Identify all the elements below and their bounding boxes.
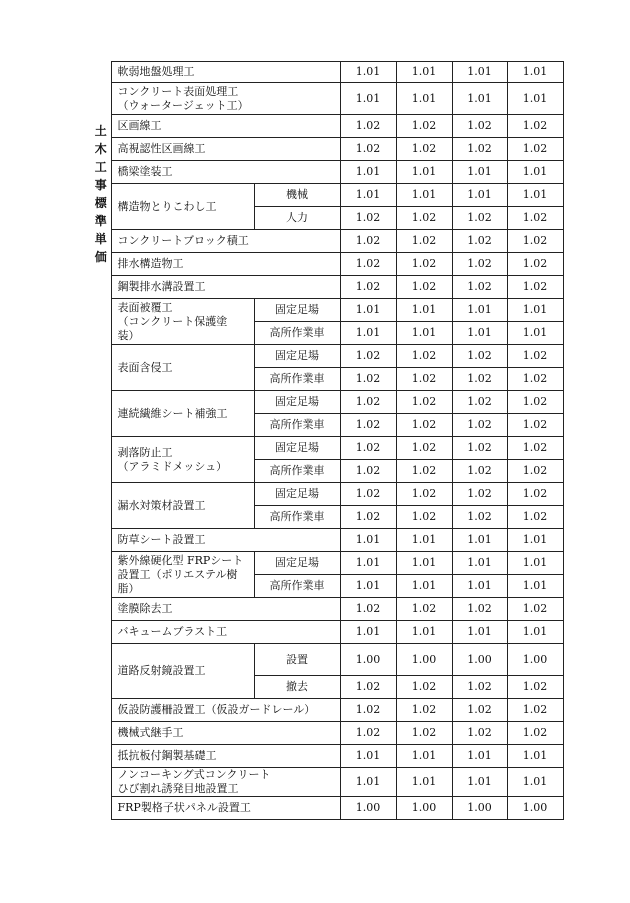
work-item-name	[111, 483, 254, 529]
work-item-name	[111, 391, 254, 437]
rate-value: 1.01	[340, 745, 396, 768]
sub-condition: 固定足場	[254, 552, 340, 575]
rate-value: 1.02	[340, 414, 396, 437]
rate-value: 1.02	[452, 676, 507, 699]
work-item-name	[111, 699, 340, 722]
rate-value: 1.02	[507, 276, 563, 299]
rate-value: 1.02	[340, 345, 396, 368]
rate-value: 1.01	[507, 552, 563, 575]
rate-table-body	[91, 62, 563, 820]
rate-value: 1.02	[507, 207, 563, 230]
table-row	[91, 276, 563, 299]
rate-value: 1.02	[396, 345, 452, 368]
rate-value: 1.02	[340, 483, 396, 506]
sub-condition: 固定足場	[254, 483, 340, 506]
sub-condition: 固定足場	[254, 437, 340, 460]
rate-value: 1.02	[396, 138, 452, 161]
rate-value: 1.02	[452, 276, 507, 299]
work-item-name-line: バキュームブラスト工	[117, 625, 228, 638]
rate-value: 1.01	[340, 161, 396, 184]
rate-value: 1.02	[396, 414, 452, 437]
rate-value: 1.01	[452, 83, 507, 115]
rate-value: 1.02	[507, 598, 563, 621]
sub-condition: 固定足場	[254, 345, 340, 368]
table-row	[91, 391, 563, 414]
table-row	[91, 83, 563, 115]
rate-value: 1.01	[507, 299, 563, 322]
rate-value: 1.01	[340, 322, 396, 345]
rate-value: 1.01	[452, 529, 507, 552]
sub-condition: 高所作業車	[254, 506, 340, 529]
work-item-name	[111, 745, 340, 768]
rate-value: 1.02	[396, 115, 452, 138]
work-item-name-line: 仮設防護柵設置工（仮設ガードレール）	[117, 703, 316, 716]
rate-value: 1.02	[452, 722, 507, 745]
rate-table	[91, 61, 564, 820]
rate-value: 1.02	[340, 230, 396, 253]
work-item-name-line: ノンコーキング式コンクリート	[117, 768, 271, 781]
rate-value: 1.02	[507, 253, 563, 276]
rate-value: 1.00	[452, 797, 507, 820]
rate-value: 1.02	[452, 345, 507, 368]
rate-value: 1.02	[507, 437, 563, 460]
table-row	[91, 552, 563, 575]
rate-value: 1.01	[340, 552, 396, 575]
work-item-name	[111, 797, 340, 820]
rate-value: 1.02	[507, 460, 563, 483]
rate-value: 1.01	[340, 621, 396, 644]
work-item-name-line: 紫外線硬化型 FRPシート	[117, 553, 244, 567]
rate-value: 1.01	[396, 552, 452, 575]
work-item-name-line: 剥落防止工	[117, 445, 173, 459]
rate-value: 1.02	[396, 676, 452, 699]
rate-value: 1.01	[396, 768, 452, 797]
sub-condition: 撤去	[254, 676, 340, 699]
rate-value: 1.01	[340, 184, 396, 207]
work-item-name	[111, 184, 254, 230]
rate-value: 1.02	[340, 598, 396, 621]
rate-value: 1.02	[396, 368, 452, 391]
work-item-name-line: コンクリートブロック積工	[117, 234, 249, 247]
table-row	[91, 230, 563, 253]
rate-value: 1.01	[507, 161, 563, 184]
rate-value: 1.02	[452, 230, 507, 253]
work-item-name	[111, 138, 340, 161]
work-item-name-line: 高視認性区画線工	[117, 142, 206, 155]
rate-value: 1.01	[452, 768, 507, 797]
table-row	[91, 644, 563, 676]
rate-value: 1.00	[396, 644, 452, 676]
rate-value: 1.02	[396, 699, 452, 722]
rate-value: 1.02	[340, 253, 396, 276]
rate-value: 1.02	[507, 722, 563, 745]
rate-value: 1.02	[452, 414, 507, 437]
work-item-name-line: （コンクリート保護塗	[117, 314, 228, 328]
work-item-name	[111, 722, 340, 745]
table-row	[91, 722, 563, 745]
table-row	[91, 138, 563, 161]
table-row	[91, 621, 563, 644]
work-item-name	[111, 253, 340, 276]
sub-condition: 高所作業車	[254, 460, 340, 483]
table-row	[91, 483, 563, 506]
rate-value: 1.02	[396, 391, 452, 414]
rate-value: 1.01	[340, 62, 396, 83]
rate-value: 1.02	[396, 460, 452, 483]
rate-value: 1.01	[452, 552, 507, 575]
rate-value: 1.02	[340, 276, 396, 299]
category-label: 土木工事標準単価	[94, 123, 107, 264]
sub-condition: 機械	[254, 184, 340, 207]
sub-condition: 高所作業車	[254, 368, 340, 391]
table-row	[91, 345, 563, 368]
work-item-name	[111, 62, 340, 83]
rate-value: 1.02	[340, 207, 396, 230]
rate-value: 1.01	[507, 575, 563, 598]
work-item-name-line: 設置工（ポリエステル樹	[117, 567, 238, 581]
rate-value: 1.01	[340, 529, 396, 552]
work-item-name-line: コンクリート表面処理工	[117, 84, 239, 98]
rate-value: 1.02	[507, 138, 563, 161]
rate-value: 1.02	[396, 253, 452, 276]
rate-value: 1.01	[396, 745, 452, 768]
rate-value: 1.02	[396, 506, 452, 529]
table-row	[91, 768, 563, 797]
work-item-name-line: （アラミドメッシュ）	[117, 459, 228, 473]
rate-value: 1.01	[452, 184, 507, 207]
rate-value: 1.01	[396, 83, 452, 115]
work-item-name-line: ひび割れ誘発目地設置工	[117, 782, 239, 795]
rate-value: 1.02	[507, 345, 563, 368]
rate-value: 1.02	[452, 253, 507, 276]
rate-value: 1.02	[452, 368, 507, 391]
rate-value: 1.02	[396, 437, 452, 460]
work-item-name	[111, 161, 340, 184]
work-item-name	[111, 598, 340, 621]
work-item-name-line: 脂）	[117, 581, 140, 595]
work-item-name-line: 装）	[117, 328, 140, 342]
rate-value: 1.02	[340, 506, 396, 529]
rate-value: 1.01	[452, 161, 507, 184]
sub-condition: 高所作業車	[254, 575, 340, 598]
rate-value: 1.02	[340, 391, 396, 414]
rate-value: 1.02	[340, 722, 396, 745]
work-item-name-line: 機械式継手工	[117, 726, 184, 739]
work-item-name	[111, 552, 254, 598]
rate-value: 1.00	[396, 797, 452, 820]
rate-value: 1.02	[452, 115, 507, 138]
rate-value: 1.01	[340, 299, 396, 322]
rate-value: 1.02	[507, 483, 563, 506]
rate-value: 1.02	[507, 230, 563, 253]
rate-value: 1.02	[340, 437, 396, 460]
rate-value: 1.01	[452, 745, 507, 768]
rate-value: 1.02	[396, 207, 452, 230]
rate-value: 1.02	[507, 676, 563, 699]
rate-value: 1.02	[396, 722, 452, 745]
rate-value: 1.02	[452, 437, 507, 460]
work-item-name-line: 構造物とりこわし工	[117, 199, 217, 213]
rate-value: 1.01	[507, 768, 563, 797]
table-row	[91, 184, 563, 207]
rate-value: 1.02	[396, 276, 452, 299]
work-item-name	[111, 644, 254, 699]
rate-value: 1.00	[507, 797, 563, 820]
sub-condition: 設置	[254, 644, 340, 676]
rate-value: 1.02	[507, 506, 563, 529]
work-item-name-line: 塗膜除去工	[117, 602, 173, 615]
rate-value: 1.02	[396, 483, 452, 506]
category-cell	[91, 62, 111, 820]
rate-value: 1.02	[452, 391, 507, 414]
rate-value: 1.02	[507, 414, 563, 437]
sub-condition: 高所作業車	[254, 414, 340, 437]
sub-condition: 人力	[254, 207, 340, 230]
work-item-name	[111, 621, 340, 644]
rate-value: 1.02	[452, 598, 507, 621]
rate-value: 1.02	[396, 598, 452, 621]
rate-value: 1.00	[340, 644, 396, 676]
rate-value: 1.01	[507, 529, 563, 552]
sub-condition: 固定足場	[254, 391, 340, 414]
rate-value: 1.00	[340, 797, 396, 820]
work-item-name	[111, 529, 340, 552]
rate-value: 1.01	[452, 575, 507, 598]
rate-value: 1.01	[507, 621, 563, 644]
work-item-name-line: 鋼製排水溝設置工	[117, 280, 206, 293]
rate-value: 1.02	[452, 483, 507, 506]
work-item-name	[111, 276, 340, 299]
rate-value: 1.01	[340, 575, 396, 598]
table-row	[91, 253, 563, 276]
table-row	[91, 299, 563, 322]
rate-value: 1.01	[507, 322, 563, 345]
work-item-name-line: 防草シート設置工	[117, 533, 206, 546]
rate-value: 1.01	[396, 161, 452, 184]
table-row	[91, 115, 563, 138]
rate-value: 1.01	[396, 621, 452, 644]
work-item-name	[111, 115, 340, 138]
work-item-name-line: 区画線工	[117, 119, 162, 132]
rate-value: 1.01	[507, 62, 563, 83]
work-item-name-line: 表面被覆工	[117, 300, 173, 314]
work-item-name	[111, 83, 340, 115]
rate-value: 1.02	[452, 138, 507, 161]
rate-value: 1.01	[396, 62, 452, 83]
work-item-name	[111, 299, 254, 345]
rate-value: 1.02	[340, 460, 396, 483]
work-item-name-line: 橋梁塗装工	[117, 165, 173, 178]
rate-value: 1.02	[340, 115, 396, 138]
table-row	[91, 161, 563, 184]
work-item-name-line: 抵抗板付鋼製基礎工	[117, 749, 217, 762]
table-row	[91, 62, 563, 83]
rate-value: 1.01	[396, 184, 452, 207]
work-item-name-line: 軟弱地盤処理工	[117, 65, 195, 78]
rate-value: 1.02	[340, 676, 396, 699]
work-item-name-line: 排水構造物工	[117, 257, 184, 270]
rate-value: 1.01	[507, 184, 563, 207]
rate-value: 1.02	[340, 699, 396, 722]
table-row	[91, 529, 563, 552]
rate-value: 1.01	[452, 299, 507, 322]
work-item-name-line: 道路反射鏡設置工	[117, 664, 206, 677]
work-item-name-line: 漏水対策材設置工	[117, 498, 206, 512]
sub-condition: 固定足場	[254, 299, 340, 322]
rate-value: 1.02	[396, 230, 452, 253]
rate-value: 1.02	[452, 207, 507, 230]
rate-value: 1.02	[340, 138, 396, 161]
table-row	[91, 598, 563, 621]
rate-value: 1.02	[507, 391, 563, 414]
rate-value: 1.01	[396, 529, 452, 552]
work-item-name	[111, 437, 254, 483]
rate-value: 1.01	[452, 322, 507, 345]
rate-value: 1.01	[452, 621, 507, 644]
rate-value: 1.02	[507, 368, 563, 391]
rate-value: 1.01	[396, 575, 452, 598]
rate-value: 1.01	[507, 745, 563, 768]
rate-value: 1.02	[452, 460, 507, 483]
table-row	[91, 797, 563, 820]
work-item-name-line: 表面含侵工	[117, 360, 173, 374]
table-row	[91, 699, 563, 722]
work-item-name	[111, 768, 340, 797]
work-item-name-line: （ウォータージェット工）	[117, 98, 249, 112]
rate-value: 1.01	[396, 299, 452, 322]
rate-value: 1.00	[507, 644, 563, 676]
rate-value: 1.01	[507, 83, 563, 115]
rate-value: 1.02	[452, 506, 507, 529]
work-item-name-line: FRP製格子状パネル設置工	[117, 801, 251, 814]
rate-value: 1.01	[340, 83, 396, 115]
rate-value: 1.02	[340, 368, 396, 391]
rate-value: 1.02	[452, 699, 507, 722]
rate-value: 1.02	[507, 115, 563, 138]
rate-value: 1.02	[507, 699, 563, 722]
rate-value: 1.01	[396, 322, 452, 345]
table-row	[91, 745, 563, 768]
work-item-name-line: 連続繊維シート補強工	[117, 406, 228, 420]
rate-value: 1.00	[452, 644, 507, 676]
work-item-name	[111, 230, 340, 253]
work-item-name	[111, 345, 254, 391]
table-row	[91, 437, 563, 460]
sub-condition: 高所作業車	[254, 322, 340, 345]
rate-value: 1.01	[452, 62, 507, 83]
rate-value: 1.01	[340, 768, 396, 797]
